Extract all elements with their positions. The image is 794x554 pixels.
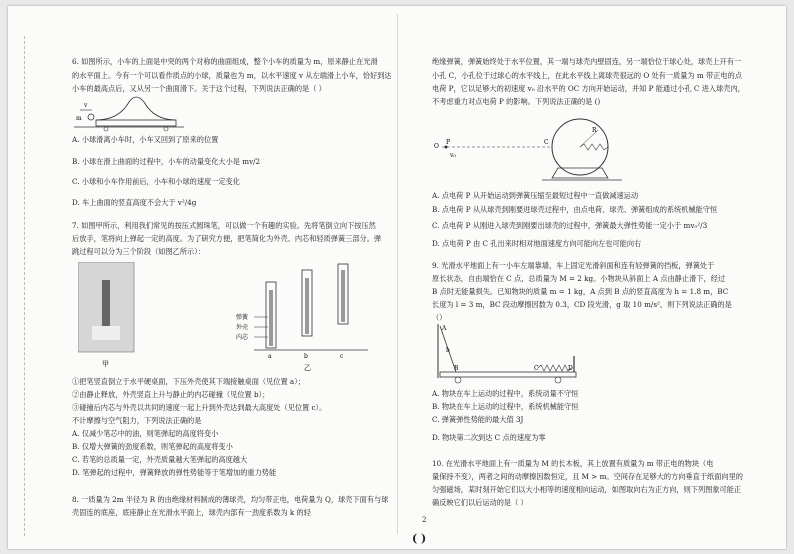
q6-option-b: B. 小球在滑上曲面的过程中，小车的动量变化大小是 mv/2 xyxy=(72,157,261,166)
q9-line4: 长度为 l = 3 m，BC 段动摩擦因数为 0.3，CD 段光滑，g 取 10 m/s²，则下列说法正确的是 xyxy=(432,300,732,309)
q9-cart-figure xyxy=(434,320,594,386)
fig-label-c: C xyxy=(534,365,539,372)
fig-label-a: A xyxy=(442,325,447,332)
q7-option-b: B. 仅增大弹簧的劲度系数，则笔弹起的高度将变小 xyxy=(72,442,233,451)
q9-line5: （） xyxy=(432,313,447,322)
q8-sphere-figure xyxy=(432,118,652,188)
q9-option-d: D. 物块第二次到达 C 点的速度为零 xyxy=(432,433,546,442)
q9-option-a: A. 物块在车上运动的过程中，系统动量不守恒 xyxy=(432,389,579,398)
fig-label-jia: 甲 xyxy=(102,360,109,368)
fig-label-shell: 外壳 xyxy=(236,324,249,331)
fig-label-b: b xyxy=(304,353,308,360)
fig-label-core: 内芯 xyxy=(236,334,249,341)
q9-line1: 9. 光滑水平地面上有一小车左端靠墙，车上固定光滑斜面和连有轻弹簧的挡板，弹簧处于 xyxy=(432,261,715,270)
q10-line2: 量保持不变），两者之间的动摩擦因数恒定，且 M > m。空间存在足够大的方向垂直于纸面向里的 xyxy=(432,472,743,481)
q7-line3: 跳过程可以分为三个阶段（如图乙所示）： xyxy=(72,247,205,256)
q8-option-d: D. 点电荷 P 由 C 孔出来时相对地面速度方向可能向左也可能向右 xyxy=(432,239,642,248)
q8-option-c: C. 点电荷 P 从刚进入球壳到刚要出球壳的过程中，弹簧最大弹性势能一定小于 mv₀²/3 xyxy=(432,221,708,230)
q8-cont-line2: 小孔 C，小孔位于过球心的水平线上，在此水平线上离球壳很远的 O 处有一质量为 m 带正电的点 xyxy=(432,71,742,80)
q6-cart-figure xyxy=(74,94,184,134)
q8-cont-line3: 电荷 P，它以足够大的初速度 v₀ 沿水平的 OC 方向开始运动，并知 P 能通过小孔 C 进入球壳内， xyxy=(432,84,745,93)
q9-line2: 原长状态，自由端恰在 C 点，总质量为 M = 2 kg。小物块从斜面上 A 点由静止滑下，经过 xyxy=(432,274,726,283)
q8-cont-line4: 不考虑重力对点电荷 P 的影响。下列说法正确的是 () xyxy=(432,97,601,106)
q6-option-d: D. 车上曲面的竖直高度不会大于 v²/4g xyxy=(72,198,197,207)
q6-line1: 6. 如图所示，小车的上面是中突的两个对称的曲面组成，整个小车的质量为 m，原来静止在光滑 xyxy=(72,57,378,66)
q8-cont-line1: 绝缘弹簧，弹簧始终处于水平位置，其一端与球壳内壁固连，另一端恰位于球心处，球壳上开有一 xyxy=(432,57,742,66)
fig-label-spring: 弹簧 xyxy=(236,314,249,321)
fig-label-c: C xyxy=(544,139,549,146)
q7-pen-figure xyxy=(78,262,378,372)
fig-label-b: B xyxy=(454,365,459,372)
fig-label-m: m xyxy=(76,115,82,122)
q8-line1: 8. 一质量为 2m 半径为 R 的由绝缘材料制成的薄球壳，均匀带正电，电荷量为 Q，球壳下面有与球 xyxy=(72,495,389,504)
fig-label-a: a xyxy=(268,353,272,360)
q7-option-c: C. 若笔的总质量一定，外壳质量越大笔弹起的高度越大 xyxy=(72,455,248,464)
q7-step2: ②由静止释放，外壳竖直上升与静止的内芯碰撞（见位置 b）； xyxy=(72,390,270,399)
q9-option-b: B. 物块在车上运动的过程中，系统机械能守恒 xyxy=(432,402,579,411)
q6-line3: 小车的最高点后，又从另一个曲面滑下。关于这个过程，下列说法正确的是（ ） xyxy=(72,84,326,93)
exam-page xyxy=(8,6,786,549)
q10-line3: 匀强磁场，某时刻开始它们以大小相等的速度相向运动，如图取向右为正方向，则下列图象可能正 xyxy=(432,485,742,494)
fig-label-yi: 乙 xyxy=(304,364,311,372)
q8-option-b: B. 点电荷 P 从从球壳到刚要进球壳过程中，由点电荷、球壳、弹簧组成的系统机械能守恒 xyxy=(432,205,718,214)
page-mark: ( ) xyxy=(412,532,427,545)
q7-option-d: D. 笔弹起的过程中，弹簧释放的弹性势能等于笔增加的重力势能 xyxy=(72,468,277,477)
q10-line4: 确反映它们以后运动的是（ ） xyxy=(432,498,528,507)
q10-line1: 10. 在光滑水平地面上有一质量为 M 的长木板，其上放置有质量为 m 带正电的物块（电 xyxy=(432,459,714,468)
q7-line2: 后放手，笔将向上弹起一定的高度。为了研究方便，把笔简化为外壳、内芯和轻质弹簧三部分。弹 xyxy=(72,234,382,243)
q7-step1: ①把笔竖直倒立于水平硬桌面，下压外壳使其下端接触桌面（见位置 a）； xyxy=(72,377,305,386)
q7-line1: 7. 如图甲所示，利用我们常见的按压式圆珠笔，可以做一个有趣的实验。先将笔倒立向下按压然 xyxy=(72,221,376,230)
q7-stem: 不计摩擦与空气阻力，下列说法正确的是 xyxy=(72,416,202,425)
fig-label-h: h xyxy=(446,347,450,354)
q6-option-a: A. 小球滑离小车时，小车又回到了原来的位置 xyxy=(72,135,219,144)
q6-option-c: C. 小球和小车作用前后，小车和小球的速度一定变化 xyxy=(72,177,240,186)
q8-option-a: A. 点电荷 P 从开始运动到弹簧压缩至最短过程中一直做减速运动 xyxy=(432,191,639,200)
q6-line2: 的水平面上。今有一个可以看作质点的小球，质量也为 m，以水平速度 v 从左端滑上小车，恰好到达 xyxy=(72,71,392,80)
fig-label-v0: v₀ xyxy=(450,152,456,159)
fig-label-p: P xyxy=(446,139,451,146)
fig-label-r: R xyxy=(592,127,597,134)
q7-option-a: A. 仅减少笔芯中的油，则笔弹起的高度将变小 xyxy=(72,429,219,438)
fig-label-c: c xyxy=(340,353,344,360)
fig-label-d: D xyxy=(568,365,573,372)
q9-line3: B 点时无能量损失。已知物块的质量 m = 1 kg，A 点到 B 点的竖直高度为 h = 1.8 m，BC xyxy=(432,287,729,296)
binding-margin xyxy=(24,36,33,536)
q8-line2: 壳固连的底座，底座静止在光滑水平面上，球壳内部有一劲度系数为 k 的轻 xyxy=(72,508,311,517)
fig-label-v: v xyxy=(84,102,88,109)
fig-label-o: O xyxy=(434,143,439,150)
q7-step3: ③碰撞后内芯与外壳以共同的速度一起上升到外壳达到最大高度处（见位置 c）。 xyxy=(72,403,327,412)
page-number: 2 xyxy=(422,516,427,524)
q9-option-c: C. 弹簧弹性势能的最大值 3J xyxy=(432,415,524,424)
